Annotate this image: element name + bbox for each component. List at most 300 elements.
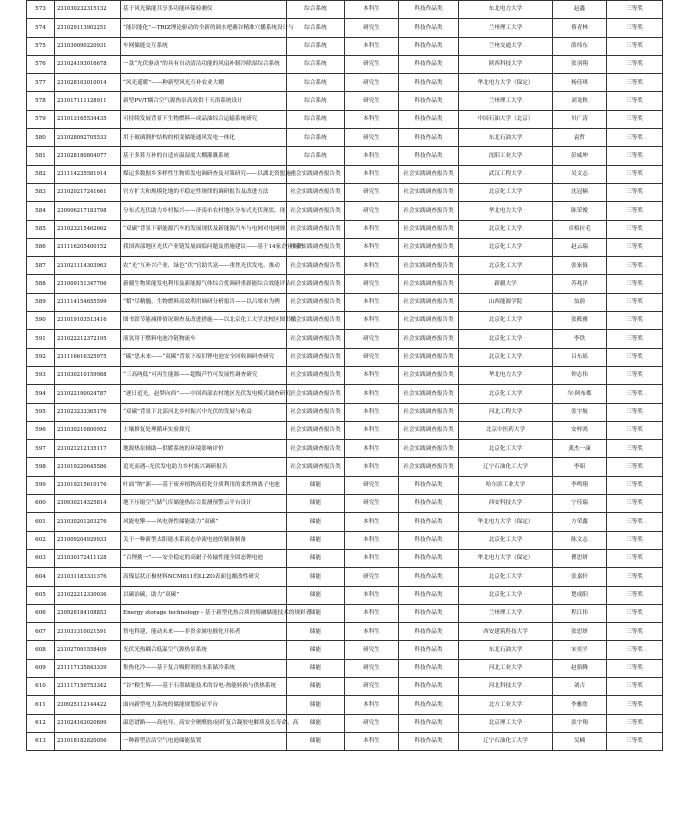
school-name-cell: 兰州交通大学	[459, 37, 553, 55]
table-row	[27, 220, 663, 238]
leader-name-cell: 尔·阿布都	[553, 385, 607, 403]
student-level-cell: 本科生	[345, 257, 399, 275]
leader-name-cell: 宋奕平	[553, 641, 607, 659]
table-row	[27, 568, 663, 586]
row-number-cell: 576	[27, 55, 55, 73]
award-level-cell: 三等奖	[607, 74, 663, 92]
school-name-cell: 辽宁石油化工大学	[459, 732, 553, 750]
row-number-cell: 612	[27, 714, 55, 732]
project-title-cell: “三高两低”可再生能源——超级芦竹可发展性调查研究	[121, 366, 287, 384]
school-name-cell: 北京化工大学	[459, 257, 553, 275]
row-number-cell: 594	[27, 385, 55, 403]
work-type-cell: 科技作品类	[399, 586, 459, 604]
school-name-cell: 兰州理工大学	[459, 19, 553, 37]
work-type-cell: 社会实践调查报告类	[399, 330, 459, 348]
category-cell: 社会实践调查报告类	[287, 348, 345, 366]
project-title-cell: “谷”粮生辉——基于石墨储能技术的谷电-热能转换与供热系统	[121, 677, 287, 695]
table-row	[27, 604, 663, 622]
work-type-cell: 科技作品类	[399, 55, 459, 73]
work-type-cell: 社会实践调查报告类	[399, 257, 459, 275]
project-id-cell: 231009204929933	[55, 531, 121, 549]
project-id-cell: 230926184108853	[55, 604, 121, 622]
work-type-cell: 科技作品类	[399, 623, 459, 641]
table-row	[27, 732, 663, 750]
school-name-cell: 兰州理工大学	[459, 604, 553, 622]
table-row	[27, 366, 663, 384]
category-cell: 储能	[287, 531, 345, 549]
award-level-cell: 三等奖	[607, 238, 663, 256]
school-name-cell: 北京化工大学	[459, 586, 553, 604]
work-type-cell: 科技作品类	[399, 714, 459, 732]
table-row	[27, 348, 663, 366]
project-id-cell: 231114235581914	[55, 165, 121, 183]
project-id-cell: 231019103513416	[55, 312, 121, 330]
project-id-cell: 231029113902251	[55, 19, 121, 37]
category-cell: 社会实践调查报告类	[287, 440, 345, 458]
project-id-cell: 230925112144422	[55, 696, 121, 714]
leader-name-cell: 方荣鑫	[553, 513, 607, 531]
table-row	[27, 677, 663, 695]
project-title-cell: 一种新型洁洁空气电池储能装置	[121, 732, 287, 750]
project-title-cell: 风能电擎——风电弹性储能助力“双碳”	[121, 513, 287, 531]
row-number-cell: 592	[27, 348, 55, 366]
leader-name-cell: 吴楠	[553, 732, 607, 750]
award-table	[26, 0, 663, 751]
row-number-cell: 589	[27, 293, 55, 311]
student-level-cell: 本科生	[345, 110, 399, 128]
student-level-cell: 本科生	[345, 403, 399, 421]
table-row	[27, 421, 663, 439]
work-type-cell: 社会实践调查报告类	[399, 202, 459, 220]
work-type-cell: 社会实践调查报告类	[399, 348, 459, 366]
award-level-cell: 三等奖	[607, 677, 663, 695]
project-title-cell: 基于多算互补的自适应温湿度大棚灌溉系统	[121, 147, 287, 165]
leader-name-cell: 张宇翔	[553, 714, 607, 732]
category-cell: 储能	[287, 513, 345, 531]
table-row	[27, 495, 663, 513]
award-list-sheet	[26, 0, 662, 751]
leader-name-cell: 龚杰一康	[553, 440, 607, 458]
award-level-cell: 三等奖	[607, 183, 663, 201]
category-cell: 综合系统	[287, 37, 345, 55]
work-type-cell: 社会实践调查报告类	[399, 403, 459, 421]
project-id-cell: 231022190024787	[55, 385, 121, 403]
award-level-cell: 三等奖	[607, 147, 663, 165]
award-level-cell: 三等奖	[607, 714, 663, 732]
table-row	[27, 147, 663, 165]
leader-name-cell: 张宇航	[553, 403, 607, 421]
row-number-cell: 603	[27, 549, 55, 567]
leader-name-cell: 张家伋	[553, 257, 607, 275]
school-name-cell: 东北石油大学	[459, 641, 553, 659]
project-title-cell: 追光而遇--光伏发电助力乡村振兴调研报告	[121, 458, 287, 476]
table-row	[27, 183, 663, 201]
project-title-cell: 智电科建，能动未来——非贵金属电催化开拓者	[121, 623, 287, 641]
category-cell: 社会实践调查报告类	[287, 366, 345, 384]
award-level-cell: 三等奖	[607, 495, 663, 513]
category-cell: 社会实践调查报告类	[287, 257, 345, 275]
category-cell: 储能	[287, 495, 345, 513]
student-level-cell: 研究生	[345, 202, 399, 220]
student-level-cell: 本科生	[345, 513, 399, 531]
award-level-cell: 三等奖	[607, 275, 663, 293]
award-level-cell: 三等奖	[607, 330, 663, 348]
project-id-cell: 231023215462662	[55, 220, 121, 238]
project-title-cell: “风光遥暖”——种新型风光互补农业大棚	[121, 74, 287, 92]
row-number-cell: 579	[27, 110, 55, 128]
work-type-cell: 社会实践调查报告类	[399, 293, 459, 311]
category-cell: 综合系统	[287, 110, 345, 128]
project-id-cell: 231024163020899	[55, 714, 121, 732]
leader-name-cell: 李雅欣	[553, 696, 607, 714]
project-id-cell: 231028103010014	[55, 74, 121, 92]
work-type-cell: 科技作品类	[399, 549, 459, 567]
award-level-cell: 三等奖	[607, 220, 663, 238]
project-title-cell: “能识能化”—TRIZ理论驱动的全新的调水吧蘸谷精准穴播系统设计与	[121, 19, 287, 37]
project-title-cell: 叶面“纳”新——基于废弃植物高值化分质利用的柔性纳离子电池	[121, 476, 287, 494]
project-id-cell: 231031310021591	[55, 623, 121, 641]
school-name-cell: 北京化工大学	[459, 183, 553, 201]
award-level-cell: 三等奖	[607, 549, 663, 567]
student-level-cell: 研究生	[345, 74, 399, 92]
student-level-cell: 本科生	[345, 385, 399, 403]
project-id-cell: 231116205400152	[55, 238, 121, 256]
row-number-cell: 613	[27, 732, 55, 750]
student-level-cell: 本科生	[345, 366, 399, 384]
student-level-cell: 研究生	[345, 55, 399, 73]
student-level-cell: 本科生	[345, 586, 399, 604]
student-level-cell: 研究生	[345, 476, 399, 494]
work-type-cell: 社会实践调查报告类	[399, 385, 459, 403]
project-title-cell: 高镍层状正极材料NCM811的LLZO表面包覆改性研究	[121, 568, 287, 586]
row-number-cell: 583	[27, 183, 55, 201]
project-id-cell: 230906217183798	[55, 202, 121, 220]
school-name-cell: 中国石油大学（北京）	[459, 110, 553, 128]
work-type-cell: 社会实践调查报告类	[399, 165, 459, 183]
project-title-cell: 液氢用于燃料电池冷链物流车	[121, 330, 287, 348]
student-level-cell: 研究生	[345, 348, 399, 366]
row-number-cell: 574	[27, 19, 55, 37]
leader-name-cell: 薛伟东	[553, 37, 607, 55]
category-cell: 储能	[287, 568, 345, 586]
award-table-body	[27, 1, 663, 751]
leader-name-cell: 李铁	[553, 330, 607, 348]
leader-name-cell: 袁哲	[553, 129, 607, 147]
student-level-cell: 研究生	[345, 714, 399, 732]
project-id-cell: 231023233365176	[55, 403, 121, 421]
work-type-cell: 科技作品类	[399, 696, 459, 714]
award-level-cell: 三等奖	[607, 385, 663, 403]
school-name-cell: 北京化工大学	[459, 385, 553, 403]
work-type-cell: 科技作品类	[399, 659, 459, 677]
work-type-cell: 科技作品类	[399, 147, 459, 165]
school-name-cell: 河北科技大学	[459, 677, 553, 695]
school-name-cell: 北京化工大学	[459, 531, 553, 549]
project-id-cell: 231031183331376	[55, 568, 121, 586]
table-row	[27, 330, 663, 348]
award-level-cell: 三等奖	[607, 476, 663, 494]
award-level-cell: 三等奖	[607, 165, 663, 183]
award-level-cell: 三等奖	[607, 293, 663, 311]
row-number-cell: 602	[27, 531, 55, 549]
school-name-cell: 兰州理工大学	[459, 92, 553, 110]
school-name-cell: 华北电力大学（保定）	[459, 549, 553, 567]
school-name-cell: 北方工业大学	[459, 696, 553, 714]
leader-name-cell: 张嘉轩	[553, 568, 607, 586]
row-number-cell: 608	[27, 641, 55, 659]
student-level-cell: 本科生	[345, 458, 399, 476]
work-type-cell: 科技作品类	[399, 732, 459, 750]
award-level-cell: 三等奖	[607, 129, 663, 147]
project-id-cell: 231030090220931	[55, 37, 121, 55]
student-level-cell: 研究生	[345, 677, 399, 695]
table-row	[27, 385, 663, 403]
leader-name-cell: 刘龙秋	[553, 92, 607, 110]
category-cell: 储能	[287, 677, 345, 695]
work-type-cell: 社会实践调查报告类	[399, 458, 459, 476]
row-number-cell: 573	[27, 1, 55, 19]
project-title-cell: 用于玻璃钢护结构的相变储能通风发电一体化	[121, 129, 287, 147]
work-type-cell: 科技作品类	[399, 129, 459, 147]
category-cell: 社会实践调查报告类	[287, 330, 345, 348]
row-number-cell: 590	[27, 312, 55, 330]
row-number-cell: 577	[27, 74, 55, 92]
work-type-cell: 科技作品类	[399, 568, 459, 586]
category-cell: 社会实践调查报告类	[287, 458, 345, 476]
project-id-cell: 231021114303963	[55, 257, 121, 275]
project-title-cell: 一款“光伏驱动”的具有自动清洁功能的风扇补制冷除湿综合系统	[121, 55, 287, 73]
leader-name-cell: 安梓鸿	[553, 421, 607, 439]
leader-name-cell: 张筱雅	[553, 312, 607, 330]
leader-name-cell: 李昭	[553, 458, 607, 476]
category-cell: 综合系统	[287, 92, 345, 110]
project-title-cell: 光伏光热耦合低温空气源热泵系统	[121, 641, 287, 659]
award-level-cell: 三等奖	[607, 623, 663, 641]
table-row	[27, 1, 663, 19]
award-level-cell: 三等奖	[607, 366, 663, 384]
leader-name-cell: 陈荣俊	[553, 202, 607, 220]
category-cell: 社会实践调查报告类	[287, 202, 345, 220]
project-title-cell: “碳”思未来——“双碳”背景下废旧锂电池安全回收调研查研究	[121, 348, 287, 366]
category-cell: 社会实践调查报告类	[287, 238, 345, 256]
table-row	[27, 531, 663, 549]
project-title-cell: 新型PV/T耦合空气源热泵高效供干天浴系统设计	[121, 92, 287, 110]
work-type-cell: 科技作品类	[399, 531, 459, 549]
work-type-cell: 科技作品类	[399, 37, 459, 55]
category-cell: 社会实践调查报告类	[287, 165, 345, 183]
school-name-cell: 华北电力大学（保定）	[459, 513, 553, 531]
table-row	[27, 659, 663, 677]
student-level-cell: 研究生	[345, 19, 399, 37]
award-level-cell: 三等奖	[607, 37, 663, 55]
project-id-cell: 231028180804077	[55, 147, 121, 165]
category-cell: 储能	[287, 604, 345, 622]
award-level-cell: 三等奖	[607, 513, 663, 531]
project-id-cell: 231022212372195	[55, 330, 121, 348]
award-level-cell: 三等奖	[607, 202, 663, 220]
project-title-cell: 官方扩大和规模化地的不稳定性规律的调研报告及改进方法	[121, 183, 287, 201]
project-id-cell: 231117135843339	[55, 659, 121, 677]
leader-name-cell: 赵云瑞	[553, 238, 607, 256]
row-number-cell: 584	[27, 202, 55, 220]
work-type-cell: 社会实践调查报告类	[399, 238, 459, 256]
work-type-cell: 科技作品类	[399, 1, 459, 19]
school-name-cell: 武汉工程大学	[459, 165, 553, 183]
category-cell: 储能	[287, 476, 345, 494]
leader-name-cell: 宁佳瑞	[553, 495, 607, 513]
category-cell: 储能	[287, 732, 345, 750]
category-cell: 社会实践调查报告类	[287, 421, 345, 439]
table-row	[27, 92, 663, 110]
leader-name-cell: 张思妍	[553, 623, 607, 641]
award-level-cell: 三等奖	[607, 586, 663, 604]
table-row	[27, 129, 663, 147]
table-row	[27, 55, 663, 73]
award-level-cell: 三等奖	[607, 641, 663, 659]
category-cell: 储能	[287, 549, 345, 567]
project-title-cell: 地源热泵辅助—供暖系统的环境影响评价	[121, 440, 287, 458]
category-cell: 社会实践调查报告类	[287, 220, 345, 238]
project-title-cell: 关于一种新型太阳能水系液态单流电池的制备制备	[121, 531, 287, 549]
work-type-cell: 社会实践调查报告类	[399, 275, 459, 293]
table-row	[27, 110, 663, 128]
category-cell: 综合系统	[287, 147, 345, 165]
category-cell: 社会实践调查报告类	[287, 183, 345, 201]
school-name-cell: 沈阳工业大学	[459, 147, 553, 165]
project-title-cell: Energy storage technology - 基于新型化热合质的熔融储能技术的规彩者	[121, 604, 287, 622]
project-id-cell: 231022212330036	[55, 586, 121, 604]
table-row	[27, 257, 663, 275]
row-number-cell: 578	[27, 92, 55, 110]
project-id-cell: 231021212135117	[55, 440, 121, 458]
student-level-cell: 研究生	[345, 330, 399, 348]
work-type-cell: 社会实践调查报告类	[399, 440, 459, 458]
leader-name-cell: 沈冠楠	[553, 183, 607, 201]
award-level-cell: 三等奖	[607, 604, 663, 622]
project-id-cell: 231009151347706	[55, 275, 121, 293]
award-level-cell: 三等奖	[607, 421, 663, 439]
category-cell: 储能	[287, 641, 345, 659]
project-id-cell: 231019220645586	[55, 458, 121, 476]
school-name-cell: 西安科技大学	[459, 495, 553, 513]
leader-name-cell: 吕东瑶	[553, 348, 607, 366]
school-name-cell: 河北工业大学	[459, 659, 553, 677]
work-type-cell: 社会实践调查报告类	[399, 366, 459, 384]
work-type-cell: 科技作品类	[399, 92, 459, 110]
school-name-cell: 哈尔滨工业大学	[459, 476, 553, 494]
leader-name-cell: 吴文志	[553, 165, 607, 183]
row-number-cell: 595	[27, 403, 55, 421]
project-id-cell: 231030232315132	[55, 1, 121, 19]
project-id-cell: 230930214325814	[55, 495, 121, 513]
school-name-cell: 新疆大学	[459, 275, 553, 293]
student-level-cell: 本科生	[345, 1, 399, 19]
table-row	[27, 37, 663, 55]
student-level-cell: 本科生	[345, 531, 399, 549]
work-type-cell: 科技作品类	[399, 513, 459, 531]
project-id-cell: 231024193016678	[55, 55, 121, 73]
category-cell: 储能	[287, 659, 345, 677]
table-row	[27, 275, 663, 293]
leader-name-cell: 苏兆洋	[553, 275, 607, 293]
project-title-cell: 基于风光储能共享多功能环保检测仪	[121, 1, 287, 19]
work-type-cell: 社会实践调查报告类	[399, 421, 459, 439]
project-id-cell: 231017111128911	[55, 92, 121, 110]
leader-name-cell: 彭威坤	[553, 147, 607, 165]
project-title-cell: “双碳”背景下新能源汽车的发展现状及新能源汽车与电网对电网规	[121, 220, 287, 238]
row-number-cell: 605	[27, 586, 55, 604]
project-id-cell: 231030210800952	[55, 421, 121, 439]
work-type-cell: 科技作品类	[399, 110, 459, 128]
school-name-cell: 北京化工大学	[459, 220, 553, 238]
school-name-cell: 北京中医药大学	[459, 421, 553, 439]
row-number-cell: 598	[27, 458, 55, 476]
table-row	[27, 19, 663, 37]
student-level-cell: 研究生	[345, 92, 399, 110]
table-row	[27, 238, 663, 256]
table-row	[27, 403, 663, 421]
student-level-cell: 本科生	[345, 147, 399, 165]
school-name-cell: 华北电力大学	[459, 202, 553, 220]
project-title-cell: “逐日追光，赵梦向西”——中国西部农村地区光伏发电模式调查研究	[121, 385, 287, 403]
category-cell: 综合系统	[287, 1, 345, 19]
row-number-cell: 601	[27, 513, 55, 531]
work-type-cell: 社会实践调查报告类	[399, 183, 459, 201]
table-row	[27, 74, 663, 92]
table-row	[27, 476, 663, 494]
category-cell: 社会实践调查报告类	[287, 293, 345, 311]
table-row	[27, 458, 663, 476]
category-cell: 储能	[287, 586, 345, 604]
project-title-cell: 可持续发展背景下生物燃料—成品油综合运输系统研究	[121, 110, 287, 128]
student-level-cell: 研究生	[345, 275, 399, 293]
project-title-cell: 新疆生物质能发电利用及新能源气体综合优调研重新能综合效能评估	[121, 275, 287, 293]
school-name-cell: 北京化工大学	[459, 440, 553, 458]
row-number-cell: 609	[27, 659, 55, 677]
project-id-cell: 231013165534435	[55, 110, 121, 128]
student-level-cell: 研究生	[345, 659, 399, 677]
row-number-cell: 596	[27, 421, 55, 439]
category-cell: 储能	[287, 696, 345, 714]
category-cell: 综合系统	[287, 74, 345, 92]
table-row	[27, 714, 663, 732]
project-title-cell: 我国西部地区光伏产业链发展面临问题及措施建议——基于14家企业调研	[121, 238, 287, 256]
project-title-cell: “稻”尽精髓，生物燃料高效利用调研分析报告——以吕梁市为例	[121, 293, 287, 311]
school-name-cell: 北京化工大学	[459, 568, 553, 586]
work-type-cell: 科技作品类	[399, 677, 459, 695]
student-level-cell: 本科生	[345, 165, 399, 183]
school-name-cell: 陕西科技大学	[459, 55, 553, 73]
student-level-cell: 本科生	[345, 238, 399, 256]
category-cell: 综合系统	[287, 19, 345, 37]
table-row	[27, 696, 663, 714]
project-id-cell: 231019215610176	[55, 476, 121, 494]
award-level-cell: 三等奖	[607, 659, 663, 677]
category-cell: 储能	[287, 623, 345, 641]
row-number-cell: 610	[27, 677, 55, 695]
leader-name-cell: 陈文志	[553, 531, 607, 549]
category-cell: 社会实践调查报告类	[287, 312, 345, 330]
table-row	[27, 623, 663, 641]
leader-name-cell: 赵鑫	[553, 1, 607, 19]
school-name-cell: 河北工程大学	[459, 403, 553, 421]
student-level-cell: 本科生	[345, 220, 399, 238]
category-cell: 储能	[287, 714, 345, 732]
work-type-cell: 社会实践调查报告类	[399, 312, 459, 330]
category-cell: 社会实践调查报告类	[287, 275, 345, 293]
award-level-cell: 三等奖	[607, 257, 663, 275]
award-level-cell: 三等奖	[607, 403, 663, 421]
